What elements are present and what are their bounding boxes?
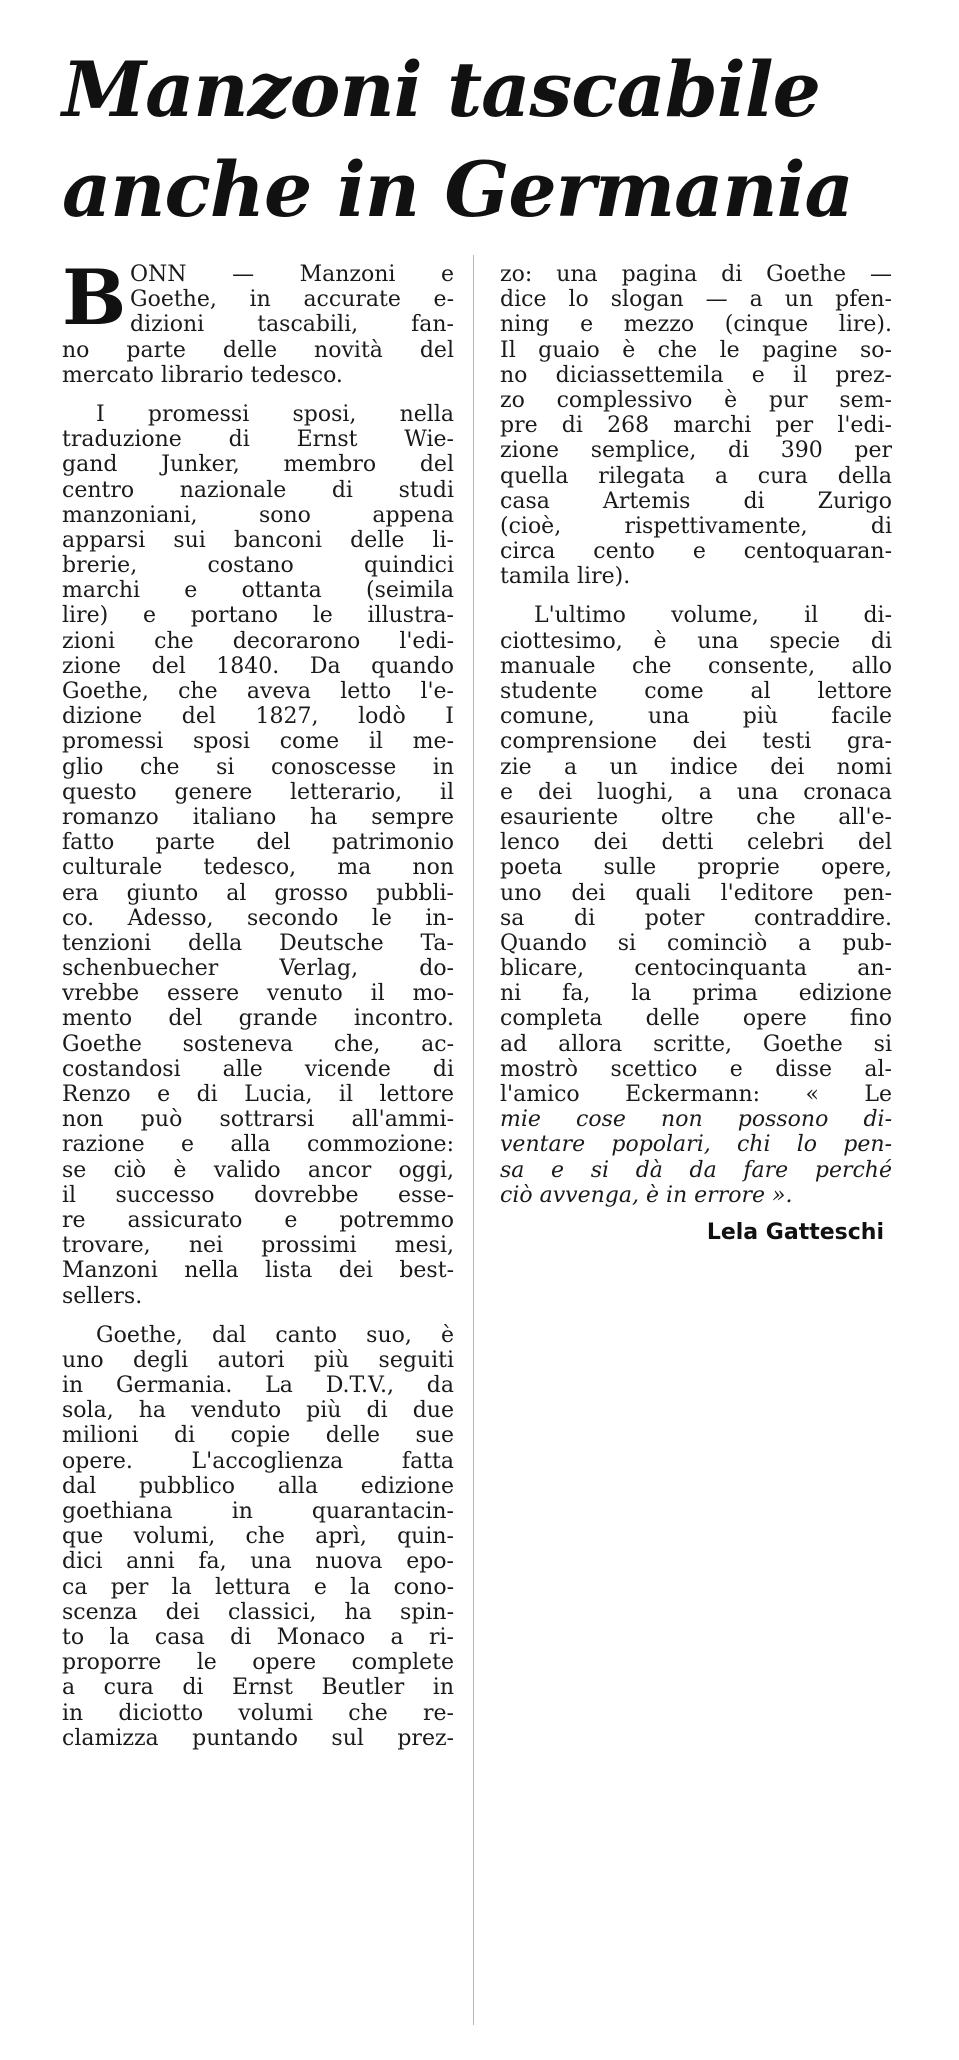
- text-line: Goethe, dal canto suo, è: [96, 1322, 454, 1348]
- text-line: tenzioni della Deutsche Ta-: [62, 930, 454, 956]
- text-line: fatto parte del patrimonio: [62, 830, 454, 856]
- text-line: e dei luoghi, a una cronaca: [500, 779, 892, 805]
- text-line: clamizza puntando sul prez-: [62, 1725, 454, 1751]
- paragraph-gap: [62, 1309, 454, 1323]
- text-line: Il guaio è che le pagine so-: [500, 337, 892, 363]
- text-line: re assicurato e potremmo: [62, 1207, 454, 1233]
- text-line: proporre le opere complete: [62, 1650, 454, 1676]
- paragraph-gap: [500, 589, 892, 603]
- text-line: I promessi sposi, nella: [96, 401, 454, 427]
- text-line: circa cento e centoquaran-: [500, 539, 892, 565]
- text-line: L'ultimo volume, il di-: [534, 603, 892, 629]
- text-line: comune, una più facile: [500, 704, 892, 730]
- text-line: poeta sulle proprie opere,: [500, 855, 892, 881]
- text-line: zie a un indice dei nomi: [500, 754, 892, 780]
- text-line: uno dei quali l'editore pen-: [500, 880, 892, 906]
- text-line: culturale tedesco, ma non: [62, 855, 454, 881]
- text-line: lire) e portano le illustra-: [62, 603, 454, 629]
- text-line: que volumi, che aprì, quin-: [62, 1524, 454, 1550]
- text-line: in diciotto volumi che re-: [62, 1700, 454, 1726]
- text-line: esauriente oltre che all'e-: [500, 804, 892, 830]
- text-line: co. Adesso, secondo le in-: [62, 905, 454, 931]
- text-line: il successo dovrebbe esse-: [62, 1182, 454, 1208]
- text-line: Goethe, in accurate e-: [130, 287, 454, 313]
- text-line: milioni di copie delle sue: [62, 1423, 454, 1449]
- text-line: apparsi sui banconi delle li-: [62, 527, 454, 553]
- headline-line-2: anche in Germania: [62, 145, 853, 234]
- text-line: comprensione dei testi gra-: [500, 729, 892, 755]
- text-line: studente come al lettore: [500, 679, 892, 704]
- drop-cap: B: [62, 253, 127, 342]
- text-line: zo complessivo è pur sem-: [500, 387, 892, 413]
- text-line: ning e mezzo (cinque lire).: [500, 312, 892, 338]
- text-line: completa delle opere fino: [500, 1006, 892, 1032]
- text-line: mercato librario tedesco.: [62, 362, 343, 388]
- text-line: centro nazionale di studi: [62, 477, 454, 503]
- text-line: dici anni fa, una nuova epo-: [62, 1549, 454, 1575]
- column-divider: [473, 255, 474, 2025]
- text-line: mento del grande incontro.: [62, 1006, 454, 1032]
- text-line: manuale che consente, allo: [500, 653, 892, 679]
- text-line: uno degli autori più seguiti: [62, 1347, 454, 1373]
- text-line: ciottesimo, è una specie di: [500, 628, 892, 654]
- text-line: blicare, centocinquanta an-: [500, 956, 892, 982]
- text-line: mie cose non possono di-: [500, 1107, 892, 1133]
- article-column-right: [500, 262, 892, 1248]
- text-line: tamila lire).: [500, 564, 631, 590]
- text-line: opere. L'accoglienza fatta: [62, 1448, 454, 1474]
- text-line: schenbuecher Verlag, do-: [62, 956, 454, 982]
- text-line: Goethe sosteneva che, ac-: [62, 1031, 454, 1057]
- text-line: mostrò scettico e disse al-: [500, 1056, 892, 1082]
- text-line: scenza dei classici, ha spin-: [62, 1599, 454, 1625]
- text-line: to la casa di Monaco a ri-: [62, 1624, 454, 1650]
- text-line: casa Artemis di Zurigo: [500, 488, 892, 514]
- text-line: ONN — Manzoni e: [130, 262, 454, 287]
- text-line: l'amico Eckermann: « Le: [500, 1082, 892, 1107]
- text-line: promessi sposi come il me-: [62, 729, 454, 755]
- text-line: vrebbe essere venuto il mo-: [62, 981, 454, 1007]
- headline: [62, 40, 922, 240]
- text-line: pre di 268 marchi per l'edi-: [500, 413, 892, 439]
- author-signature: Lela Gatteschi: [706, 1219, 884, 1245]
- text-line: sa e si dà da fare perché: [500, 1157, 892, 1183]
- text-line: romanzo italiano ha sempre: [62, 804, 454, 830]
- text-line: dizioni tascabili, fan-: [130, 312, 454, 338]
- text-line: ciò avvenga, è in errore ».: [500, 1182, 793, 1208]
- text-line: sa di poter contraddire.: [500, 905, 892, 931]
- text-line: questo genere letterario, il: [62, 779, 454, 805]
- text-line: era giunto al grosso pubbli-: [62, 880, 454, 906]
- text-line: Renzo e di Lucia, il lettore: [62, 1082, 454, 1107]
- text-line: no diciassettemila e il prez-: [500, 362, 892, 388]
- text-line: ca per la lettura e la cono-: [62, 1574, 454, 1600]
- text-line: non può sottrarsi all'ammi-: [62, 1107, 454, 1133]
- text-line: zione semplice, di 390 per: [500, 438, 892, 464]
- text-line: dal pubblico alla edizione: [62, 1473, 454, 1499]
- text-line: zione del 1840. Da quando: [62, 653, 454, 679]
- text-line: razione e alla commozione:: [62, 1132, 454, 1158]
- headline-line-1: Manzoni tascabile: [62, 45, 820, 134]
- text-line: manzoniani, sono appena: [62, 502, 454, 528]
- text-line: Manzoni nella lista dei best-: [62, 1258, 454, 1284]
- text-line: (cioè, rispettivamente, di: [500, 513, 892, 539]
- text-line: se ciò è valido ancor oggi,: [62, 1157, 454, 1183]
- article-column-left: [62, 253, 454, 1751]
- text-line: marchi e ottanta (seimila: [62, 578, 454, 604]
- text-line: in Germania. La D.T.V., da: [62, 1373, 454, 1399]
- text-line: Goethe, che aveva letto l'e-: [62, 679, 454, 704]
- text-line: a cura di Ernst Beutler in: [62, 1675, 454, 1701]
- text-line: goethiana in quarantacin-: [62, 1499, 454, 1524]
- text-line: quella rilegata a cura della: [500, 463, 892, 489]
- text-line: dice lo slogan — a un pfen-: [500, 287, 892, 313]
- text-line: sellers.: [62, 1283, 143, 1309]
- text-line: traduzione di Ernst Wie-: [62, 427, 454, 453]
- text-line: costandosi alle vicende di: [62, 1056, 454, 1082]
- text-line: zioni che decorarono l'edi-: [62, 628, 454, 654]
- text-line: lenco dei detti celebri del: [500, 830, 892, 856]
- text-line: Quando si cominciò a pub-: [500, 930, 892, 956]
- text-line: glio che si conoscesse in: [62, 754, 454, 780]
- text-line: trovare, nei prossimi mesi,: [62, 1233, 454, 1259]
- text-line: zo: una pagina di Goethe —: [500, 262, 892, 287]
- text-line: ni fa, la prima edizione: [500, 981, 892, 1007]
- text-line: no parte delle novità del: [62, 337, 454, 363]
- text-line: brerie, costano quindici: [62, 553, 454, 579]
- text-line: ventare popolari, chi lo pen-: [500, 1132, 892, 1158]
- text-line: gand Junker, membro del: [62, 452, 454, 478]
- paragraph-gap: [62, 388, 454, 402]
- text-line: ad allora scritte, Goethe si: [500, 1031, 892, 1057]
- text-line: sola, ha venduto più di due: [62, 1398, 454, 1424]
- text-line: dizione del 1827, lodò I: [62, 704, 454, 730]
